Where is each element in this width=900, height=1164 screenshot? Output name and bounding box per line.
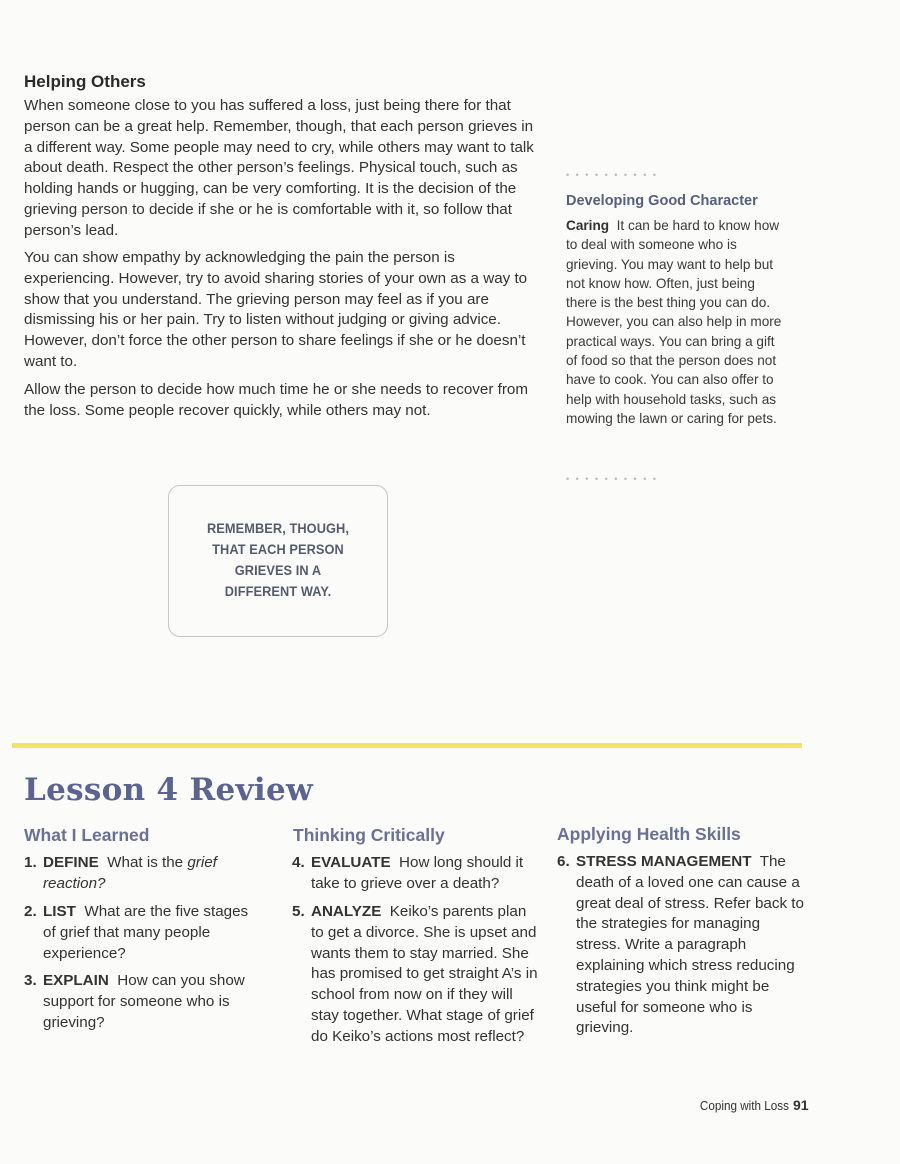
review-question xyxy=(292,902,542,1048)
question-text: What is the xyxy=(107,854,188,871)
review-question xyxy=(292,853,542,895)
review-title: Lesson 4 Review xyxy=(24,772,313,808)
question-text: What are the five stages of grief that many people experience? xyxy=(43,903,249,962)
page-number: 91 xyxy=(793,1097,809,1113)
question-keyword: EXPLAIN xyxy=(43,972,109,989)
section-divider xyxy=(12,743,802,748)
page-footer xyxy=(690,1097,809,1113)
section-heading: Helping Others xyxy=(24,72,146,91)
question-keyword: ANALYZE xyxy=(311,903,382,920)
footer-chapter-title: Coping with Loss xyxy=(699,1098,789,1113)
review-question xyxy=(24,902,264,964)
column-heading: Applying Health Skills xyxy=(557,824,741,844)
dotted-divider: •••••••••• xyxy=(566,170,663,180)
sidebar-lead: Caring xyxy=(566,218,610,233)
question-keyword: STRESS MANAGEMENT xyxy=(576,853,752,870)
question-number: 3. xyxy=(24,972,37,989)
review-question xyxy=(24,971,264,1033)
sidebar-heading: Developing Good Character xyxy=(566,193,758,209)
question-keyword: DEFINE xyxy=(43,854,99,871)
sidebar-text xyxy=(566,216,788,428)
question-text: How long should it take to grieve over a death? xyxy=(311,854,524,892)
review-question xyxy=(24,853,264,895)
question-term: grief reaction? xyxy=(43,854,217,892)
body-paragraph: Allow the person to decide how much time he or she needs to recover from the loss. Some people recover quickly, while others may not. xyxy=(24,381,528,419)
column-heading: What I Learned xyxy=(24,825,150,845)
question-number: 6. xyxy=(557,853,570,870)
question-keyword: LIST xyxy=(43,903,76,920)
question-text: The death of a loved one can cause a great deal of stress. Refer back to the strategies for managing stress. Write a paragraph explaining which stress reducing strategies you think might be useful for someone who is grieving. xyxy=(576,853,804,1037)
question-text: Keiko’s parents plan to get a divorce. She is upset and wants them to stay married. She has promised to get straight A’s in school from now on if they will stay together. What stage of grief do Keiko’s actions most reflect? xyxy=(311,903,538,1045)
pull-quote-box xyxy=(168,485,388,637)
dotted-divider: •••••••••• xyxy=(566,474,663,484)
sidebar-body: It can be hard to know how to deal with someone who is grieving. You may want to help but not know how. Often, just being there is the best thing you can do. However, you can also help in more practical ways. You can bring a gift of food so that the person does not have to cook. You can also offer to help with household tasks, such as mowing the lawn or caring for pets. xyxy=(566,218,782,426)
pull-quote-text: REMEMBER, THOUGH, THAT EACH PERSON GRIEVES IN A DIFFERENT WAY. xyxy=(206,521,349,600)
body-paragraph: When someone close to you has suffered a loss, just being there for that person can be a great help. Remember, though, that each person grieves in a different way. Some people may need to cry, while others may want to talk about death. Respect the other person’s feelings. Physical touch, such as holding hands or hugging, can be very comforting. It is the decision of the grieving person to decide if she or he is comfortable with it, so follow that person’s lead. xyxy=(24,97,534,239)
column-heading: Thinking Critically xyxy=(293,825,445,845)
review-question xyxy=(557,852,807,1039)
body-paragraph: You can show empathy by acknowledging the pain the person is experiencing. However, try to avoid sharing stories of your own as a way to show that you understand. The grieving person may feel as if you are dismissing his or her pain. Try to listen without judging or giving advice. However, don’t force the other person to share feelings if she or he doesn’t want to. xyxy=(24,249,528,370)
question-number: 4. xyxy=(292,854,305,871)
question-number: 5. xyxy=(292,903,305,920)
question-keyword: EVALUATE xyxy=(311,854,391,871)
question-number: 2. xyxy=(24,903,37,920)
question-text: How can you show support for someone who is grieving? xyxy=(43,972,245,1031)
question-number: 1. xyxy=(24,854,37,871)
